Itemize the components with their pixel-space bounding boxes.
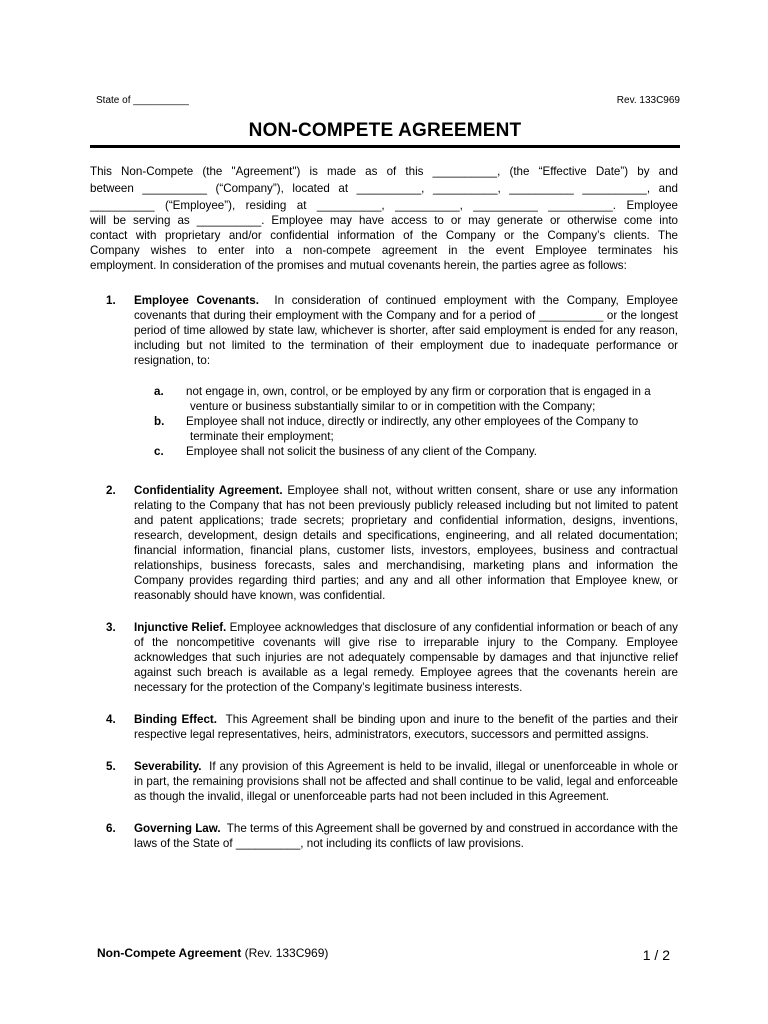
- footer-revision: (Rev. 133C969): [244, 946, 329, 960]
- section-text: The terms of this Agreement shall be governed by and construed in accordance with the laws of the State of __________, not including its conflicts of law provisions.: [134, 822, 678, 850]
- section-number: 1.: [106, 294, 116, 307]
- intro-paragraph: [90, 164, 678, 273]
- covenant-item: [154, 444, 678, 459]
- intro-line: This Non-Compete (the "Agreement") is made as of this __________, (the “Effective Date”) by and: [90, 165, 678, 178]
- document-title: NON-COMPETE AGREEMENT: [248, 120, 522, 141]
- section-employee-covenants: [90, 293, 678, 459]
- section-number: 6.: [106, 822, 116, 835]
- section-text: Employee shall not, without written consent, share or use any information relating to the Company that has not been previously publicly released including but not limited to patent and patent applications; trade secrets; proprietary and confidential information, designs, inventions, research, development, design details and specifications, engineering, and all related documentation; financial information, financial plans, customer lists, investors, employees, business and contractual relationships, business forecasts, sales and merchandising, marketing plans and information the Company provides regarding third parties; and any and all other information that Employee knew, or reasonably should have known, was confidential.: [134, 484, 678, 602]
- title-underline: [90, 145, 680, 148]
- section-number: 2.: [106, 484, 116, 497]
- section-binding-effect: [90, 712, 678, 742]
- section-number: 4.: [106, 713, 116, 726]
- intro-line: contact with proprietary and/or confidential information of the Company or the Company’s clients. The: [90, 229, 678, 242]
- section-injunctive-relief: [90, 620, 678, 695]
- section-severability: [90, 759, 678, 804]
- intro-line: __________ (“Employee”), residing at __________, __________, __________ __________. Employee: [90, 199, 678, 212]
- section-heading: Injunctive Relief.: [134, 621, 227, 634]
- intro-line: employment. In consideration of the promises and mutual covenants herein, the parties agree as follows:: [90, 259, 627, 272]
- covenant-list: [134, 384, 678, 459]
- section-number: 5.: [106, 760, 116, 773]
- section-heading: Employee Covenants.: [134, 294, 259, 307]
- item-text-continued: venture or business substantially similar to or in competition with the Company;: [190, 400, 596, 413]
- page-footer: [97, 946, 328, 960]
- section-text: This Agreement shall be binding upon and inure to the benefit of the parties and their respective legal representatives, heirs, administrators, executors, successors and permitted assigns.: [134, 713, 679, 741]
- covenant-item: [154, 414, 678, 444]
- page-number: 1 / 2: [642, 947, 670, 963]
- header-line: [96, 95, 680, 109]
- intro-line: Company wishes to enter into a non-compete agreement in the event Employee terminates his: [90, 244, 678, 257]
- item-letter: b.: [154, 415, 165, 428]
- section-heading: Governing Law.: [134, 822, 221, 835]
- item-text-continued: terminate their employment;: [190, 430, 334, 443]
- section-text: Employee acknowledges that disclosure of any confidential information or beach of any of the noncompetitive covenants will give rise to irreparable injury to the Company. Employee acknowledges that such injuries are not adequately compensable by damages and that injunctive relief against such breach is available as a legal remedy. Employee agrees that the covenants herein are necessary for the protection of the Company’s legitimate business interests.: [134, 621, 678, 694]
- section-heading: Binding Effect.: [134, 713, 217, 726]
- section-text: If any provision of this Agreement is held to be invalid, illegal or unenforceable in whole or in part, the remaining provisions shall not be affected and shall continue to be valid, legal and enforceable as though the invalid, illegal or unenforceable parts had not been included in this Agreement.: [134, 760, 678, 803]
- item-text: Employee shall not solicit the business of any client of the Company.: [186, 445, 538, 458]
- item-letter: a.: [154, 385, 164, 398]
- section-heading: Confidentiality Agreement.: [134, 484, 283, 497]
- section-number: 3.: [106, 621, 116, 634]
- intro-line: will be serving as __________. Employee may have access to or may generate or otherwise come into: [90, 214, 678, 227]
- item-letter: c.: [154, 445, 164, 458]
- covenant-item: [154, 384, 678, 414]
- section-confidentiality: [90, 483, 678, 603]
- item-text: Employee shall not induce, directly or indirectly, any other employees of the Company to: [186, 415, 639, 428]
- section-text: In consideration of continued employment with the Company, Employee covenants that during their employment with the Company and for a period of __________ or the longest period of time allowed by state law, whichever is shorter, after said employment is ended for any reason, including but not limited to the termination of their employment due to inadequate performance or resignation, to:: [134, 294, 678, 367]
- intro-line: between __________ (“Company”), located at __________, __________, __________ __________, and: [90, 182, 678, 195]
- item-text: not engage in, own, control, or be employed by any firm or corporation that is engaged in a: [186, 385, 651, 398]
- section-heading: Severability.: [134, 760, 202, 773]
- document-body: [90, 164, 678, 868]
- state-field: State of __________: [96, 95, 189, 106]
- section-governing-law: [90, 821, 678, 851]
- footer-document-name: Non-Compete Agreement: [97, 946, 242, 960]
- revision-label: Rev. 133C969: [616, 95, 680, 106]
